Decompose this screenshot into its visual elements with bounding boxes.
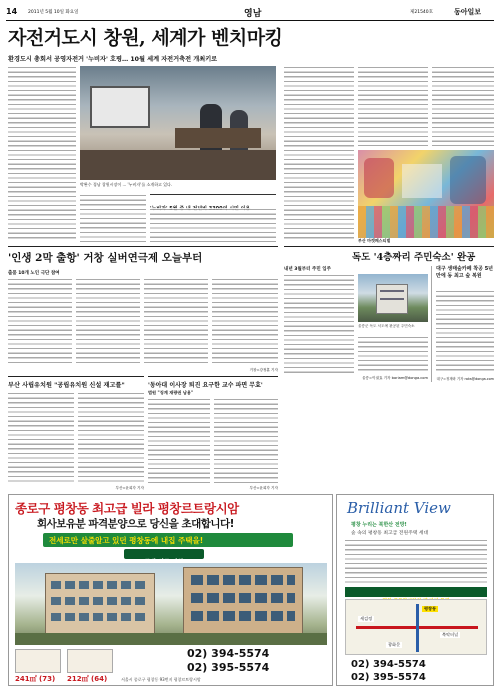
ad-left-area-1: 241㎡ (73) — [15, 675, 56, 683]
bottom-mid-headline: '동아대 이사장 퇴진 요구한 교수 파면 무효' — [148, 382, 263, 389]
ad-left-subline: 회사보유분 파격분양으로 당신을 초대합니다! — [37, 518, 234, 530]
map-label-4: 광화문 — [388, 642, 401, 647]
bottom-mid-byline: 부산=윤희각 기자 — [249, 486, 278, 490]
ad-left-building-photo — [15, 563, 327, 645]
bottom-mid-body-1 — [148, 398, 210, 484]
section-name: 영남 — [244, 9, 262, 19]
mid-body-3 — [144, 278, 208, 366]
dokdo-body-1 — [284, 274, 354, 374]
lead-photo-caption: 박완수 경남 창원시장이 ... '누비자'를 소개하고 있다. — [80, 182, 173, 187]
dokdo-photo — [358, 274, 428, 322]
map-label-1: 평창동 — [424, 606, 437, 611]
market-photo-caption: 부산 마켓페스티벌 — [358, 238, 391, 243]
lead-subtitle: 환경도시 총회서 공영자전거 '누비자' 호평… 10월 세계 자전거축전 개최키로 — [8, 56, 218, 63]
lead-body-col-1 — [8, 66, 76, 242]
dokdo-body-2 — [358, 336, 428, 374]
ad-left-phone-2: 02) 395-5574 — [187, 661, 270, 674]
bottom-left-body-2 — [78, 392, 144, 484]
dokdo-byline: 울릉=이권효 기자 boriam@donga.com — [362, 376, 428, 380]
ad-right-phone-1: 02) 394-5574 — [351, 659, 426, 670]
mid-byline: 거창=강정훈 기자 — [249, 368, 278, 372]
bottom-mid-kicker: 법원 "징계 재량권 남용" — [148, 390, 194, 395]
bottom-left-byline: 부산=윤희각 기자 — [115, 486, 144, 490]
ad-left-floorplan-2 — [67, 649, 113, 673]
market-body-2 — [358, 66, 428, 146]
ad-right-tagline-1: 평창 누리는 북한산 전망! — [351, 522, 407, 528]
dokdo-headline: 독도 '4층짜리 주민숙소' 완공 — [352, 252, 476, 263]
bottom-left-body-1 — [8, 392, 74, 484]
page-number: 14 — [6, 7, 18, 16]
paper-logo: 동아일보 — [454, 7, 482, 16]
side-byline: 대구=정재락 기자 raks@donga.com — [436, 377, 494, 381]
side-headline: 대구 생태숲카페 착공 5년만에 동 최고 숲 복원 — [436, 266, 494, 279]
side-body — [436, 290, 494, 374]
market-body — [284, 66, 354, 242]
lead-body-col-2 — [80, 194, 146, 242]
ad-left-banner — [43, 533, 293, 547]
ad-right — [336, 494, 494, 686]
ad-left-area-2: 212㎡ (64) — [67, 675, 108, 683]
masthead — [6, 7, 494, 21]
issue-number: 제21540호 — [410, 10, 434, 15]
ad-right-tagline-2: 숲 속의 평창동 최고급 전원주택 세대 — [351, 531, 429, 536]
mid-body-1 — [8, 278, 72, 366]
ad-left-phone-1: 02) 394-5574 — [187, 647, 270, 660]
bottom-mid-body-2 — [214, 398, 278, 484]
mid-headline: '인생 2막 출항' 거창 실버연극제 오늘부터 — [8, 252, 203, 264]
lead-body-col-3 — [150, 208, 276, 242]
mid-body-2 — [76, 278, 140, 366]
ad-right-brand: Brilliant View — [347, 499, 451, 517]
ad-left-banner-text: 전세로만 살줄알고 있던 평창동에 내집 주택을! — [49, 536, 204, 545]
market-photo — [358, 150, 494, 238]
market-body-3 — [432, 66, 494, 146]
dokdo-kicker: 내년 3월부터 주민 입주 — [284, 267, 331, 272]
ad-right-map-title-box — [345, 587, 487, 597]
mid-body-4 — [212, 278, 278, 366]
ad-right-features — [345, 539, 487, 583]
mid-kicker: 출품 10개 노인 극단 참여 — [8, 271, 60, 276]
ad-right-map — [345, 599, 487, 655]
map-label-2: 세검정 — [360, 616, 373, 621]
ad-left — [8, 494, 333, 686]
ad-right-phone-2: 02) 395-5574 — [351, 672, 426, 683]
ad-left-floorplan-1 — [15, 649, 61, 673]
masthead-date: 2011년 5월 10일 화요일 — [28, 10, 79, 15]
ad-left-address: 서울시 종로구 평창동 93번지 평창르트랑시암 — [121, 677, 201, 682]
bottom-left-headline: 부산 사립유치원 "공립유치원 신설 재고를" — [8, 382, 125, 389]
lead-photo — [80, 66, 276, 180]
map-label-3: 북악터널 — [442, 632, 459, 637]
lead-headline: 자전거도시 창원, 세계가 벤치마킹 — [8, 27, 283, 49]
ad-left-badge — [124, 549, 204, 559]
lead-inset-box — [150, 194, 276, 206]
dokdo-photo-caption: 울릉군 독도 서도에 완공된 주민숙소 — [358, 324, 415, 328]
ad-left-headline: 종로구 평창동 최고급 빌라 평창르트랑시암 — [15, 501, 239, 516]
